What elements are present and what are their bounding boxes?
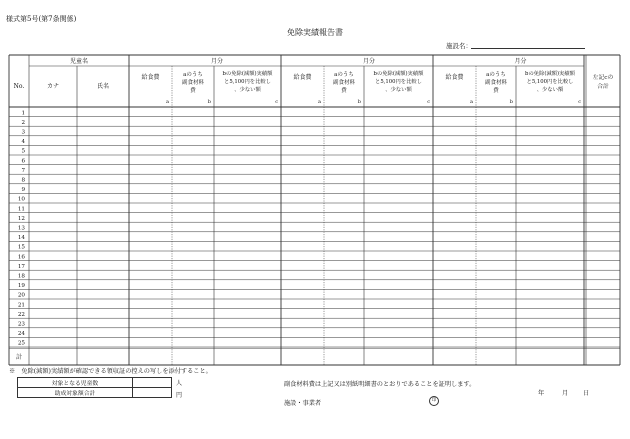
row-number: 4: [21, 139, 25, 146]
column-b-exemption: bの免除(減額)実績額: [222, 71, 273, 77]
column-name: 氏名: [96, 83, 110, 90]
column-month: 月分: [362, 58, 376, 65]
column-b-exemption: bの免除(減額)実績額: [373, 71, 424, 77]
date-month-label: 月: [562, 390, 569, 397]
subsidy-total-label: 助成対象額合計: [18, 388, 133, 398]
row-number: 14: [17, 235, 25, 242]
form-number: 様式第5号(第7条関係): [6, 15, 77, 23]
letter-a: a: [166, 99, 169, 105]
row-number: 13: [17, 225, 25, 232]
subsidy-total-field[interactable]: [133, 388, 172, 398]
row-number: 6: [21, 158, 25, 165]
row-number: 11: [17, 206, 25, 213]
row-number: 25: [17, 340, 25, 347]
column-b-exemption: と5,100円を比較し: [526, 79, 574, 85]
row-number: 24: [17, 331, 25, 338]
letter-b: b: [357, 99, 361, 105]
column-no: No.: [13, 83, 25, 90]
column-a-subsidy: 副食材料: [332, 80, 356, 86]
row-number: 16: [17, 254, 25, 261]
column-a-subsidy: 費: [341, 88, 347, 94]
column-total: 左記cの: [592, 75, 614, 81]
row-number: 1: [21, 110, 25, 117]
row-number: 22: [17, 311, 25, 318]
target-children-field[interactable]: [133, 378, 172, 388]
subsidy-total-unit: 円: [176, 392, 183, 399]
column-child-name: 児童名: [69, 58, 89, 65]
letter-c: c: [275, 99, 278, 105]
column-month: 月分: [514, 58, 527, 65]
column-a-subsidy: 副食材料: [484, 80, 508, 86]
certification-text: 副食材料費は上記又は別紙明細書のとおりであることを証明します。: [284, 381, 476, 388]
column-month: 月分: [210, 58, 224, 65]
row-number: 12: [17, 215, 25, 222]
column-b-exemption: 、少ない額: [536, 87, 564, 93]
column-a-subsidy: aのうち: [486, 72, 506, 78]
column-b-exemption: 、少ない額: [385, 87, 412, 93]
letter-b: b: [207, 99, 211, 105]
target-children-unit: 人: [176, 380, 183, 387]
total-row-label: 計: [15, 354, 23, 361]
column-a-subsidy: 副食材料: [181, 80, 205, 86]
row-number: 15: [17, 244, 25, 251]
column-b-exemption: 、少ない額: [234, 87, 261, 93]
column-a-subsidy: 費: [493, 88, 499, 94]
column-food-fee: 給食費: [141, 74, 160, 81]
column-a-subsidy: aのうち: [183, 72, 203, 78]
row-number: 21: [17, 302, 25, 309]
target-children-label: 対象となる児童数: [18, 378, 133, 388]
letter-c: c: [578, 99, 581, 105]
summary-table: [17, 377, 172, 398]
row-number: 20: [17, 292, 25, 299]
row-number: 23: [17, 321, 25, 328]
row-number: 2: [21, 119, 25, 126]
row-number: 5: [21, 148, 25, 155]
column-total: 合計: [597, 84, 609, 90]
letter-a: a: [470, 99, 473, 105]
facility-operator-label: 施設・事業者: [284, 400, 322, 407]
row-number: 18: [17, 273, 25, 280]
letter-c: c: [427, 99, 430, 105]
document-title: 免除実績報告書: [287, 28, 343, 37]
column-b-exemption: と5,100円を比較し: [375, 79, 422, 85]
column-a-subsidy: 費: [190, 88, 196, 94]
column-b-exemption: と5,100円を比較し: [224, 79, 271, 85]
column-b-exemption: bの免除(減額)実績額: [525, 71, 575, 77]
row-number: 8: [21, 177, 25, 184]
facility-name-label: 施設名：: [446, 42, 472, 50]
column-kana: カナ: [46, 83, 60, 90]
column-food-fee: 給食費: [445, 74, 464, 81]
row-number: 17: [17, 263, 25, 270]
seal-icon: 印: [429, 396, 439, 406]
column-a-subsidy: aのうち: [334, 72, 354, 78]
letter-b: b: [509, 99, 513, 105]
date-day-label: 日: [583, 390, 590, 397]
letter-a: a: [318, 99, 321, 105]
row-number: 19: [17, 283, 25, 290]
column-food-fee: 給食費: [293, 74, 312, 81]
date-year-label: 年: [538, 390, 545, 397]
row-number: 10: [17, 196, 25, 203]
row-number: 9: [21, 187, 25, 194]
attachment-note: ※ 免除(減額)実績額が確認できる領収証の控えの写しを添付すること。: [9, 368, 212, 375]
row-number: 7: [21, 167, 25, 174]
row-number: 3: [21, 129, 25, 136]
